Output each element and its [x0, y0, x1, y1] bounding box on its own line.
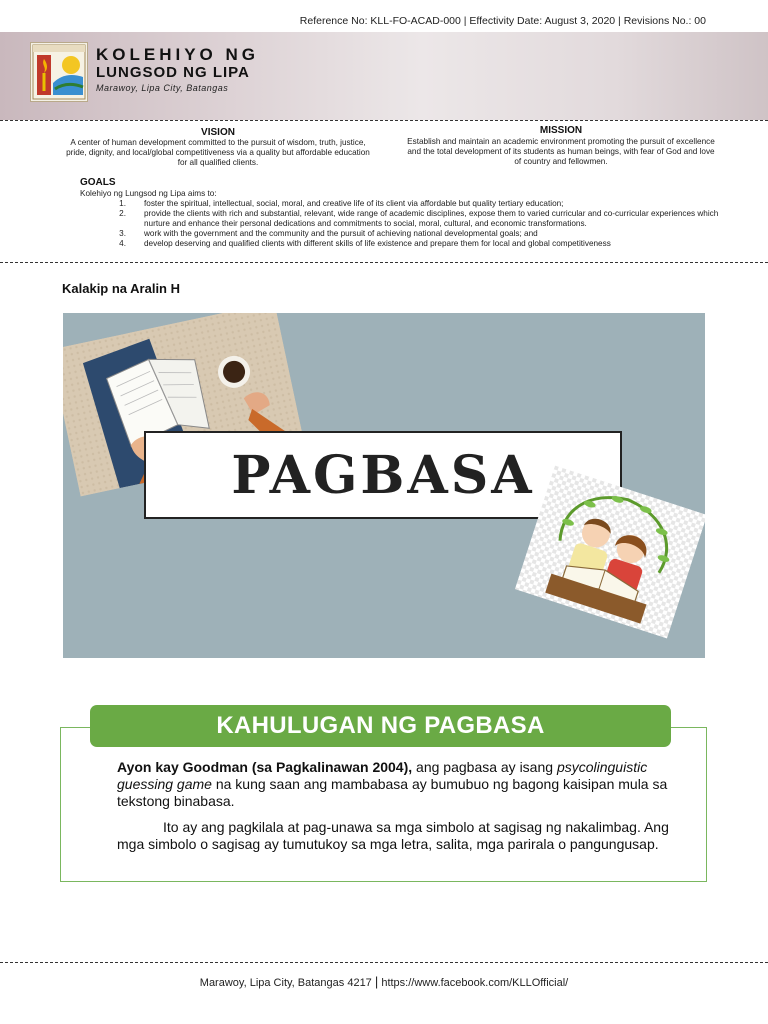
frame-top-right	[670, 727, 706, 728]
goal-item	[80, 239, 720, 249]
footer-separator: |	[374, 974, 379, 989]
reference-line: Reference No: KLL-FO-ACAD-000 | Effectivity Date: August 3, 2020 | Revisions No.: 00	[299, 15, 706, 27]
emphasized-term: psycolinguistic guessing game	[117, 759, 648, 792]
header-banner	[0, 32, 768, 120]
footer-address: Marawoy, Lipa City, Batangas 4217	[199, 977, 372, 989]
vision-title: VISION	[201, 127, 235, 138]
divider-goals	[0, 262, 768, 263]
goal-number: 1.	[119, 199, 126, 208]
citation: Ayon kay Goodman (sa Pagkalinawan 2004),	[117, 759, 413, 775]
goals-list	[80, 199, 720, 249]
goal-number: 3.	[119, 229, 126, 238]
mission-text: Establish and maintain an academic environment promoting the pursuit of excellence and the total development of its students as human beings, with fear of God and love of country and fellowmen.	[407, 137, 715, 166]
goal-number: 2.	[119, 209, 126, 218]
goal-text: provide the clients with rich and substantial, relevant, wide range of academic disciplines, expose them to varied curricular and co-curricular experiences which nurture and enhance their personal dedications and commitments to social, moral, cultural, and economic transformations.	[144, 209, 719, 228]
goal-item	[80, 199, 720, 209]
goals-section	[80, 178, 720, 249]
section-heading: KAHULUGAN NG PAGBASA	[216, 712, 545, 739]
goal-text: foster the spiritual, intellectual, social, moral, and creative life of its client via affordable but quality tertiary education;	[144, 199, 564, 208]
goals-title: GOALS	[80, 177, 116, 188]
cover-title: PAGBASA	[231, 444, 535, 506]
definition-paragraph-2	[117, 819, 682, 853]
definition-paragraph-1	[117, 759, 682, 810]
divider-footer	[0, 962, 768, 963]
vision-text: A center of human development committed to the pursuit of wisdom, truth, justice, pride, dignity, and local/global competitiveness via a quality but affordable education for all qualified clients.	[66, 138, 370, 167]
paragraph-text: na kung saan ang mambabasa ay bumubuo ng bagong kaisipan mula sa tekstong binabasa.	[117, 776, 668, 809]
footer	[0, 974, 768, 989]
school-address: Marawoy, Lipa City, Batangas	[96, 83, 229, 93]
goal-number: 4.	[119, 239, 126, 248]
goal-text: develop deserving and qualified clients with different skills of life existence and prepare them for local and global competitiveness	[144, 239, 611, 248]
section-heading-bar	[90, 705, 671, 747]
mission-title: MISSION	[539, 125, 583, 136]
frame-top-left	[60, 727, 92, 728]
school-name-line1: KOLEHIYO NG	[96, 45, 260, 64]
school-name-line2: LUNGSOD NG LIPA	[96, 64, 250, 81]
school-name	[96, 46, 259, 93]
goal-item	[80, 209, 720, 229]
footer-link[interactable]: https://www.facebook.com/KLLOfficial/	[381, 977, 569, 989]
attachment-label: Kalakip na Aralin H	[62, 281, 180, 296]
goal-item	[80, 229, 720, 239]
paragraph-text: ang pagbasa ay isang	[412, 759, 557, 775]
divider-top	[0, 120, 768, 121]
paragraph-text: Ito ay ang pagkilala at pag-unawa sa mga simbolo at sagisag ng nakalimbag. Ang mga simbolo o sagisag ay tumutukoy sa mga letra, salita, mga parirala o pangungusap.	[117, 819, 669, 852]
school-logo	[30, 42, 88, 102]
cover-image	[63, 313, 705, 658]
goal-text: work with the government and the community and the pursuit of achieving national developmental goals; and	[144, 229, 538, 238]
goals-intro: Kolehiyo ng Lungsod ng Lipa aims to:	[80, 189, 217, 198]
